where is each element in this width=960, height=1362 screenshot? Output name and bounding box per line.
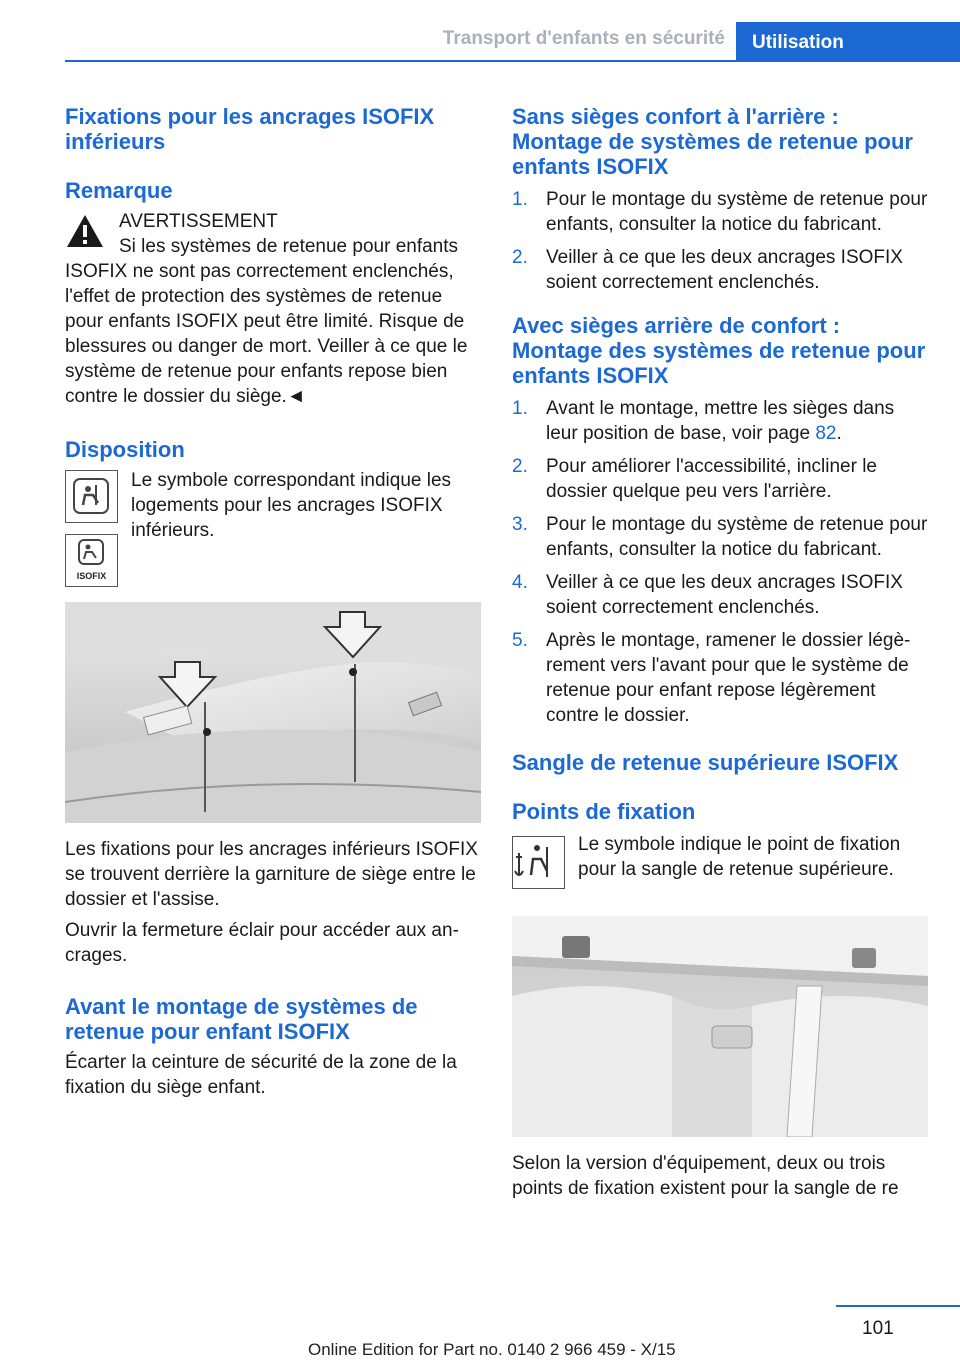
list-number: 1. — [512, 398, 528, 419]
para-zipper: Ouvrir la fermeture éclair pour accéder aux ancrages. — [65, 920, 459, 966]
warning-title: AVERTISSEMENT — [119, 211, 278, 232]
list-text: Avant le montage, mettre les sièges dans leur position de base, voir page — [546, 398, 895, 444]
rear-shelf-tether-photo — [512, 916, 928, 1137]
list-item — [512, 570, 928, 620]
list-number: 3. — [512, 514, 528, 535]
para-tether-points: Selon la version d'équipement, deux ou trois points de fixation existent pour la sangle de re — [512, 1153, 899, 1199]
points-heading: Points de fixation — [512, 799, 696, 824]
list-text: Veiller à ce que les deux ancrages ISOFIX soient correctement enclenchés. — [546, 247, 903, 293]
warning-block — [65, 209, 481, 409]
footer-rule — [836, 1305, 960, 1307]
section-title-top-tether: Sangle de retenue supérieure ISOFIX — [512, 750, 899, 775]
header-rule — [65, 60, 736, 62]
page-header — [0, 0, 960, 62]
list-item — [512, 245, 928, 295]
header-chapter-tab: Utilisation — [736, 22, 960, 62]
seat-isofix-anchors-photo — [65, 602, 481, 823]
list-without-comfort-seats — [512, 187, 928, 295]
page-reference-link[interactable]: 82 — [815, 423, 837, 444]
para-anchor-location: Les fixations pour les ancrages inférieurs ISOFIX se trouvent derrière la garniture de siège entre le dossier et l'assise. — [65, 839, 478, 910]
list-text: Pour améliorer l'accessibilité, incliner le dossier quelque peu vers l'arrière. — [546, 456, 877, 502]
warning-text: Si les systèmes de retenue pour enfants ISOFIX ne sont pas correctement enclenchés, l'effet de protection des systèmes de retenue pour enfants ISOFIX peut être limité. Risque de blessures ou danger de mort. Veiller à ce que le système de retenue pour enfants repose bien contre le dossier du siège.◄ — [65, 236, 468, 407]
footer-edition: Online Edition for Part no. 0140 2 966 459 - X/15 — [308, 1340, 676, 1359]
header-section-title: Transport d'enfants en sécurité — [442, 28, 725, 49]
list-number: 2. — [512, 247, 528, 268]
list-text: Pour le montage du système de retenue pour enfants, consulter la notice du fabricant. — [546, 189, 928, 235]
list-item — [512, 628, 928, 728]
list-with-comfort-seats — [512, 396, 928, 728]
note-heading: Remarque — [65, 178, 173, 203]
list-text: Veiller à ce que les deux ancrages ISOFIX soient correctement enclenchés. — [546, 572, 903, 618]
list-text: Après le montage, ramener le dossier légèrement vers l'avant pour que le système de retenue pour enfant repose légèrement contre le dossier. — [546, 630, 911, 726]
list-text-end: . — [836, 423, 842, 444]
section-title-isofix-lower: Fixations pour les ancrages ISOFIX inférieurs — [65, 104, 435, 154]
list-number: 5. — [512, 630, 528, 651]
warning-triangle-icon — [65, 213, 105, 249]
list-number: 4. — [512, 572, 528, 593]
isofix-symbol-icon — [65, 534, 118, 587]
section-title-before-mounting: Avant le montage de systèmes de retenue pour enfant ISOFIX — [65, 994, 418, 1044]
list-item — [512, 396, 928, 446]
points-text: Le symbole indique le point de fixation pour la sangle de retenue supérieure. — [578, 834, 901, 880]
disposition-block — [65, 468, 481, 594]
disposition-heading: Disposition — [65, 437, 185, 462]
before-mounting-text: Écarter la ceinture de sécurité de la zone de la fixation du siège enfant. — [65, 1052, 457, 1098]
isofix-label: ISOFIX — [76, 571, 107, 581]
page-number: 101 — [862, 1318, 894, 1339]
list-number: 2. — [512, 456, 528, 477]
list-item — [512, 187, 928, 237]
points-block — [512, 832, 928, 902]
section-title-without-comfort-seats: Sans sièges confort à l'arrière : Montage de systèmes de retenue pour enfants ISOFIX — [512, 104, 913, 179]
left-column — [65, 104, 481, 1100]
section-title-with-comfort-seats: Avec sièges arrière de confort : Montage des systèmes de retenue pour enfants ISOFIX — [512, 313, 926, 388]
top-tether-symbol-icon — [512, 836, 565, 889]
list-item — [512, 512, 928, 562]
list-number: 1. — [512, 189, 528, 210]
list-item — [512, 454, 928, 504]
right-column — [512, 104, 928, 1201]
child-seat-symbol-icon — [65, 470, 118, 523]
list-text: Pour le montage du système de retenue pour enfants, consulter la notice du fabricant. — [546, 514, 928, 560]
disposition-text: Le symbole correspondant indique les logements pour les ancrages ISOFIX inférieurs. — [131, 470, 452, 541]
